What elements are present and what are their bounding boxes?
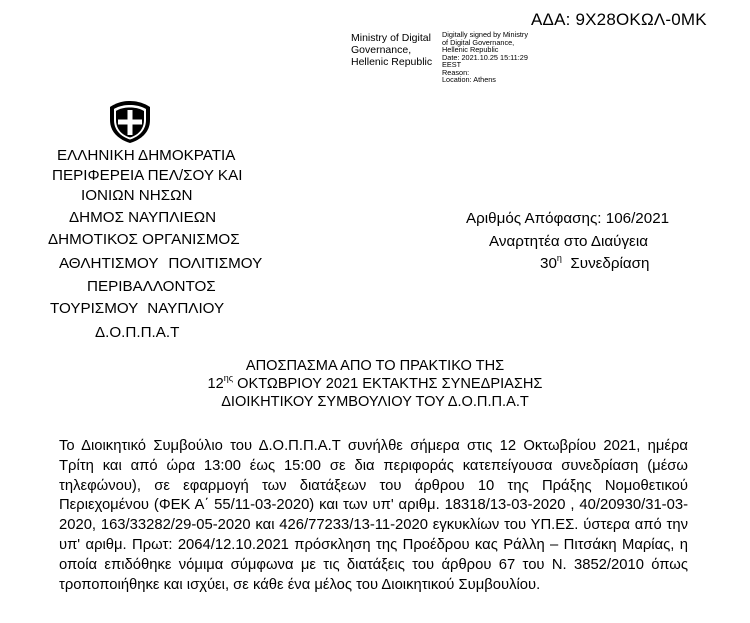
header-line: ΔΗΜΟΣ ΝΑΥΠΛΙΕΩΝ	[69, 209, 217, 226]
body-paragraph: Το Διοικητικό Συμβούλιο του Δ.Ο.Π.Π.Α.Τ συνήλθε σήμερα στις 12 Οκτωβρίου 2021, ημέρα Τρίτη και από ώρα 13:00 έως 15:00 σε δια περιφοράς κατεπείγουσα συνεδρίαση (μέσω τηλεφώνου), σε εφαρμογή των διατάξεων του άρθρου 10 της Πράξης Νομοθετικού Περιεχομένου (ΦΕΚ Α΄ 55/11-03-2020) και των υπ' αριθμ. 18318/13-03-2020 , 40/20930/31-03-2020, 163/33282/29-05-2020 και 426/77233/13-11-2020 εγκυκλίων του ΥΠ.ΕΣ. ύστερα από την υπ' αριθμ. Πρωτ: 2064/12.10.2021 πρόσκληση της Προέδρου κας Ράλλη – Πιτσάκη Μαρίας, η οποία επιδόθηκε νόμιμα σύμφωνα με τις διατάξεις του άρθρου 67 του Ν. 3852/2010 όπως τροποποιήθηκε και ισχύει, σε κάθε ένα μέλος του Διοικητικού Συμβουλίου.	[59, 438, 688, 593]
signature-details	[442, 31, 542, 84]
title-line	[160, 375, 590, 393]
document-title	[160, 357, 590, 411]
header-line: ΔΗΜΟΤΙΚΟΣ ΟΡΓΑΝΙΣΜΟΣ	[48, 231, 240, 248]
session-ordinal: η	[556, 253, 562, 263]
signature-detail-line: Hellenic Republic	[442, 45, 499, 54]
title-date-ordinal: ης	[223, 373, 234, 383]
title-date-number: 12	[207, 376, 224, 392]
session-number: 30	[540, 255, 557, 272]
signature-signer-line: Governance,	[351, 44, 412, 56]
title-line: ΑΠΟΣΠΑΣΜΑ ΑΠΟ ΤΟ ΠΡΑΚΤΙΚΟ ΤΗΣ	[245, 358, 505, 374]
signature-detail-line: Location: Athens	[442, 75, 496, 84]
signature-signer	[351, 32, 441, 68]
signature-signer-line: Ministry of Digital	[351, 32, 431, 44]
header-line: ΑΘΛΗΤΙΣΜΟΥ ΠΟΛΙΤΙΣΜΟΥ	[59, 255, 263, 272]
header-line: ΙΟΝΙΩΝ ΝΗΣΩΝ	[81, 187, 193, 204]
title-line: ΔΙΟΙΚΗΤΙΚΟΥ ΣΥΜΒΟΥΛΙΟΥ ΤΟΥ Δ.Ο.Π.Π.Α.Τ	[221, 394, 529, 410]
header-line: ΠΕΡΙΦΕΡΕΙΑ ΠΕΛ/ΣΟΥ ΚΑΙ	[52, 167, 243, 184]
title-date-rest: ΟΚΤΩΒΡΙΟΥ 2021 ΕΚΤΑΚΤΗΣ ΣΥΝΕΔΡΙΑΣΗΣ	[233, 376, 543, 392]
posting-note: Αναρτητέα στο Διαύγεια	[489, 233, 648, 250]
header-line: ΤΟΥΡΙΣΜΟΥ ΝΑΥΠΛΙΟΥ	[50, 300, 225, 317]
signature-detail-line: Reason:	[442, 67, 470, 77]
signature-detail-line: Date: 2021.10.25 15:11:29	[442, 52, 528, 62]
ada-code: ΑΔΑ: 9Χ28ΟΚΩΛ-0ΜΚ	[531, 10, 707, 29]
header-line: ΕΛΛΗΝΙΚΗ ΔΗΜΟΚΡΑΤΙΑ	[57, 147, 236, 164]
signature-detail-line: Digitally signed by Ministry	[442, 30, 528, 39]
signature-detail-line: of Digital Governance,	[442, 37, 515, 47]
decision-number: Αριθμός Απόφασης: 106/2021	[466, 210, 670, 227]
session-label	[540, 254, 650, 274]
signature-detail-line: EEST	[442, 60, 462, 69]
hellenic-emblem-icon	[108, 100, 152, 144]
header-line: Δ.Ο.Π.Π.Α.Τ	[95, 324, 180, 341]
signature-signer-line: Hellenic Republic	[351, 56, 433, 68]
header-line: ΠΕΡΙΒΑΛΛΟΝΤΟΣ	[87, 278, 216, 295]
session-word: Συνεδρίαση	[570, 255, 650, 272]
